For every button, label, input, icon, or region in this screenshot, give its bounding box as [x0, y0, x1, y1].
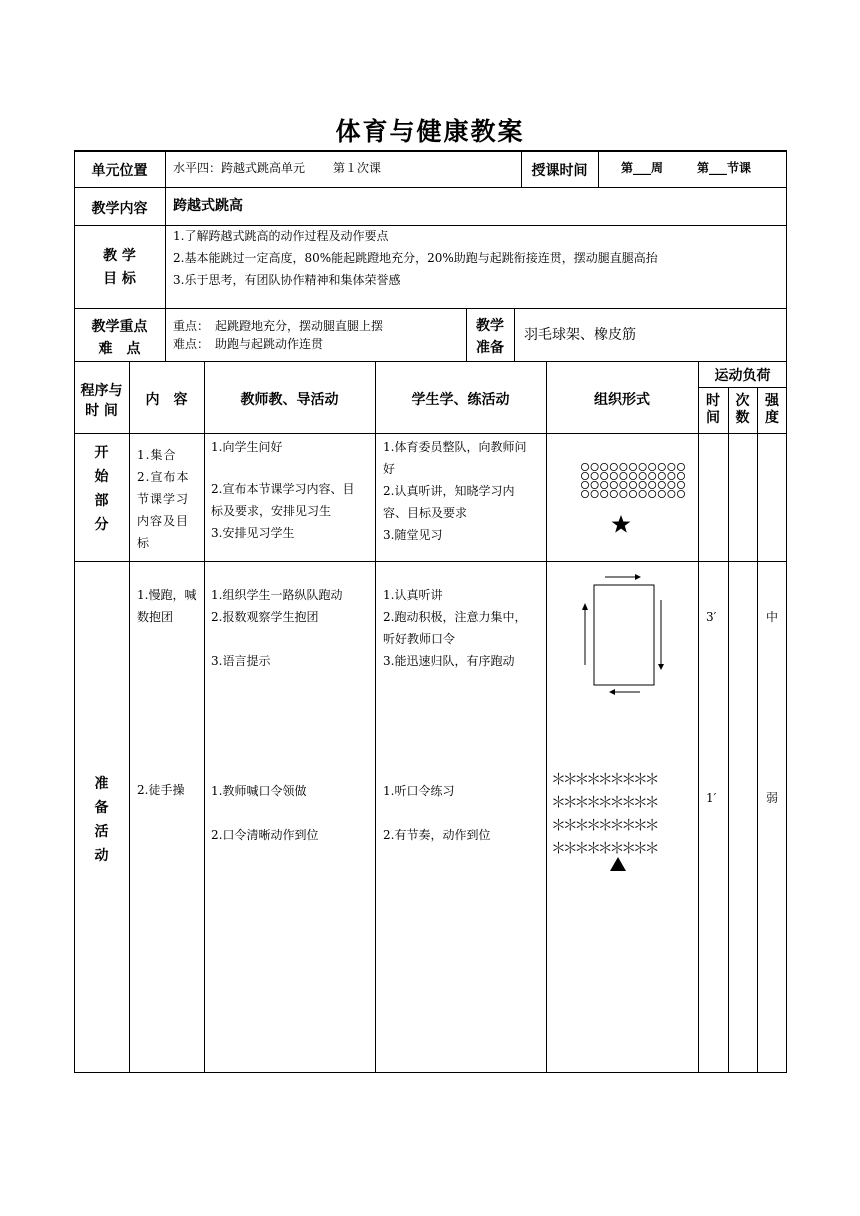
- student-circle: [658, 472, 665, 479]
- formation-row: ＊＊＊＊＊＊＊＊＊: [551, 793, 657, 811]
- exercise-formation: [551, 768, 697, 860]
- student-circle: [581, 463, 588, 470]
- teacher-triangle-icon: [609, 856, 627, 872]
- col-line: [165, 150, 166, 361]
- teaching-time-label: 授课时间: [531, 163, 588, 179]
- student-circle: [610, 481, 617, 488]
- student-circle: [677, 463, 684, 470]
- student-circle: [639, 490, 646, 497]
- col-line: [375, 361, 376, 1073]
- prep-part2-teacher: 1.教师喊口令领做 2.口令清晰动作到位: [211, 784, 319, 842]
- section-start-teacher: 1.向学生问好 2.宣布本节课学习内容、目 标及要求，安排见习生 3.安排见习学生: [211, 440, 355, 540]
- document-title: 体育与健康教案: [335, 117, 525, 146]
- student-circle: [620, 490, 627, 497]
- student-circle: [620, 472, 627, 479]
- row-line: [74, 361, 787, 362]
- col-header-load-time: 时 间: [706, 393, 720, 426]
- student-circle: [610, 463, 617, 470]
- formation-circles-diagram: [580, 462, 690, 502]
- difficult-point-text: 难点： 助跑与起跳动作连贯: [173, 337, 324, 351]
- student-circle: [677, 481, 684, 488]
- content-label: 教学内容: [91, 201, 148, 217]
- student-circle: [620, 463, 627, 470]
- student-circle: [591, 481, 598, 488]
- student-circle: [639, 472, 646, 479]
- formation-row: ＊＊＊＊＊＊＊＊＊: [551, 770, 657, 788]
- col-line: [514, 308, 515, 361]
- prep-part1-content: 1.慢跑，喊 数抱团: [137, 588, 197, 624]
- prep-part2-content: 2.徒手操: [137, 783, 185, 797]
- running-loop-diagram: [575, 570, 675, 700]
- student-circle: [629, 481, 636, 488]
- col-line: [546, 361, 547, 1073]
- week-field: 第___周: [621, 161, 664, 175]
- prep-part2-student: 1.听口令练习 2.有节奏，动作到位: [383, 784, 491, 842]
- row-line: [698, 387, 787, 388]
- content-value: 跨越式跳高: [173, 198, 243, 214]
- col-line: [129, 361, 130, 1073]
- col-header-load-count: 次 数: [735, 393, 750, 426]
- student-circle: [629, 463, 636, 470]
- row-line: [74, 308, 787, 309]
- student-circle: [620, 481, 627, 488]
- student-circle: [581, 481, 588, 488]
- col-header-organization: 组织形式: [594, 392, 650, 408]
- col-header-load-intensity: 强 度: [765, 393, 779, 426]
- student-circle: [591, 472, 598, 479]
- student-circle: [668, 463, 675, 470]
- section-start-label: 开 始 部 分: [94, 445, 109, 533]
- objective-item: 1.了解跨越式跳高的动作过程及动作要点: [173, 229, 389, 243]
- student-circle: [639, 481, 646, 488]
- student-circle: [668, 481, 675, 488]
- row-line: [74, 433, 787, 434]
- student-circle: [610, 472, 617, 479]
- student-circle: [639, 463, 646, 470]
- student-circle: [610, 490, 617, 497]
- student-circle: [649, 490, 656, 497]
- row-line: [74, 187, 787, 188]
- col-header-student: 学生学、练活动: [411, 392, 510, 408]
- student-circle: [658, 481, 665, 488]
- col-header-procedure-2: 时 间: [85, 403, 118, 419]
- prep-part1-time: 3′: [706, 610, 717, 624]
- row-line: [74, 561, 787, 562]
- student-circle: [601, 472, 608, 479]
- student-circle: [601, 490, 608, 497]
- student-circle: [581, 472, 588, 479]
- student-circle: [601, 481, 608, 488]
- student-circle: [649, 481, 656, 488]
- col-line: [698, 361, 699, 1073]
- student-circle: [658, 463, 665, 470]
- lesson-number: 第１次课: [333, 161, 382, 175]
- student-circle: [658, 490, 665, 497]
- col-header-load: 运动负荷: [714, 368, 771, 384]
- formation-row: ＊＊＊＊＊＊＊＊＊: [551, 839, 657, 857]
- objectives-label-2: 目 标: [103, 271, 136, 287]
- col-line: [757, 387, 758, 1073]
- col-header-procedure-1: 程序与: [80, 383, 123, 399]
- key-points-label-1: 教学重点: [91, 319, 148, 335]
- formation-row: ＊＊＊＊＊＊＊＊＊: [551, 816, 657, 834]
- col-line: [598, 150, 599, 187]
- col-line: [204, 361, 205, 1073]
- student-circle: [649, 472, 656, 479]
- prep-part1-student: 1.认真听讲 2.跑动积极，注意力集中， 听好教师口令 3.能迅速归队，有序跑动: [383, 588, 527, 668]
- prep-part1-teacher: 1.组织学生一路纵队跑动 2.报数观察学生抱团 3.语言提示: [211, 588, 343, 668]
- col-line: [728, 387, 729, 1073]
- prep-label-1: 教学: [476, 318, 504, 334]
- student-circle: [629, 490, 636, 497]
- unit-value: 水平四：跨越式跳高单元: [173, 161, 306, 175]
- section-start-content: 1.集合 2.宣布本 节课学习 内容及目 标: [137, 448, 190, 550]
- student-circle: [668, 472, 675, 479]
- student-circle: [677, 472, 684, 479]
- key-points-label-2: 难 点: [98, 341, 141, 357]
- student-circle: [601, 463, 608, 470]
- col-header-content: 内 容: [145, 392, 188, 408]
- prep-part2-time: 1′: [706, 791, 717, 805]
- objective-item: 3.乐于思考，有团队协作精神和集体荣誉感: [173, 273, 401, 287]
- prep-part1-intensity: 中: [766, 610, 779, 624]
- student-circle: [591, 490, 598, 497]
- student-circle: [677, 490, 684, 497]
- student-circle: [629, 472, 636, 479]
- period-field: 第___节课: [697, 161, 752, 175]
- unit-label: 单元位置: [91, 163, 148, 179]
- key-point-text: 重点： 起跳蹬地充分，摆动腿直腿上摆: [173, 319, 384, 333]
- student-circle: [668, 490, 675, 497]
- prep-part2-intensity: 弱: [766, 791, 779, 805]
- prep-label-2: 准备: [476, 340, 504, 356]
- prep-value: 羽毛球架、橡皮筋: [524, 327, 636, 343]
- teacher-star-icon: [611, 514, 631, 534]
- section-prep-label: 准 备 活 动: [94, 776, 109, 864]
- student-circle: [581, 490, 588, 497]
- objectives-label-1: 教 学: [103, 248, 136, 264]
- student-circle: [649, 463, 656, 470]
- section-start-student: 1.体育委员整队，向教师问 好 2.认真听讲，知晓学习内 容、目标及要求 3.随堂见习: [383, 440, 527, 542]
- objective-item: 2.基本能跳过一定高度，80%能起跳蹬地充分，20%助跑与起跳衔接连贯，摆动腿直腿高抬: [173, 251, 658, 265]
- student-circle: [591, 463, 598, 470]
- col-header-teacher: 教师教、导活动: [240, 392, 339, 408]
